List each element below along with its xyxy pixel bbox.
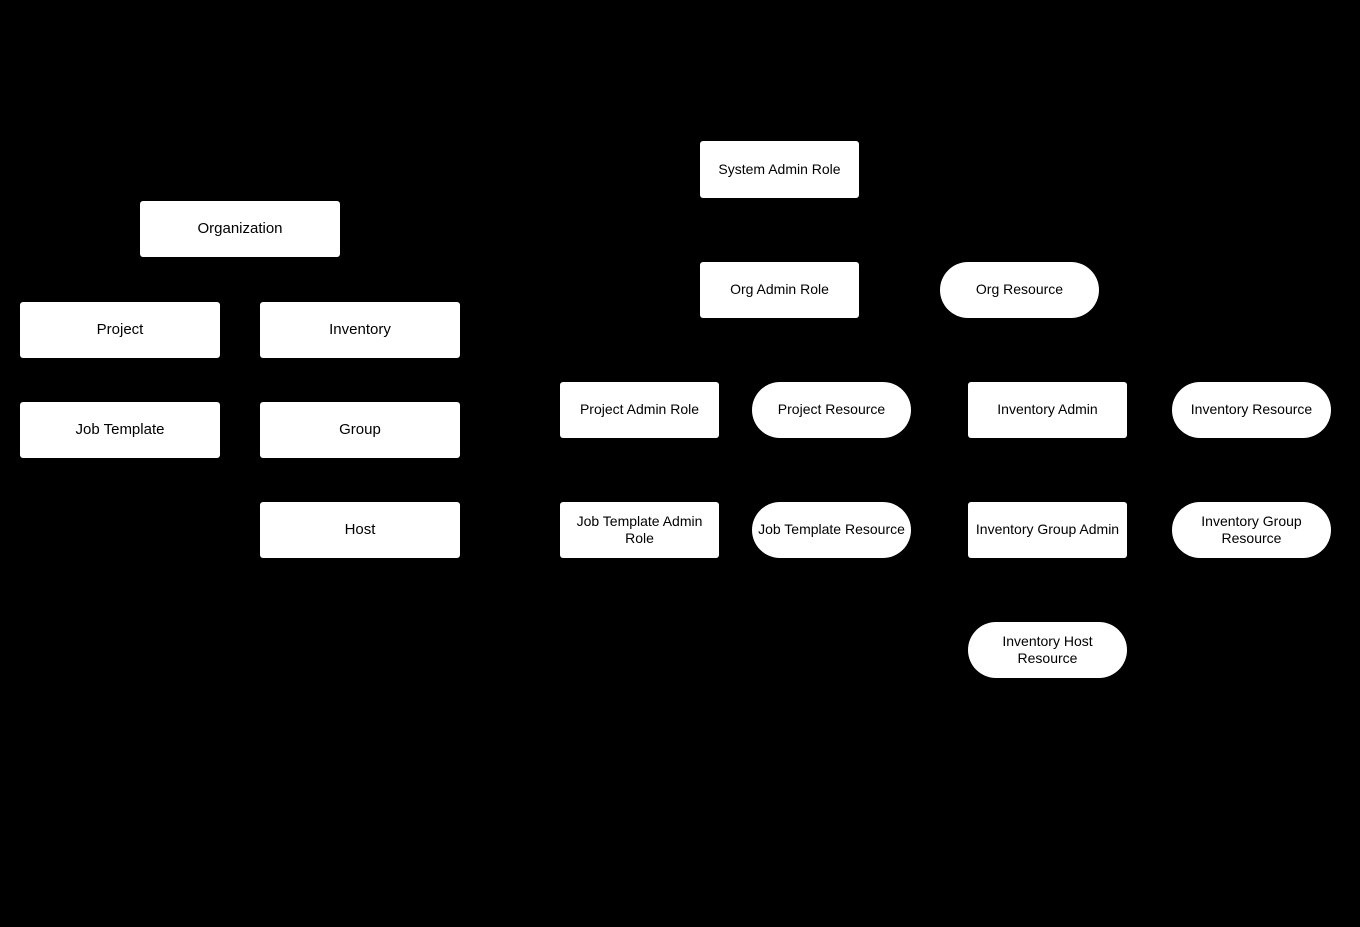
node-label: Inventory Resource	[1190, 401, 1313, 418]
node-project-resource[interactable]	[752, 382, 911, 438]
node-label: Job Template Resource	[758, 521, 905, 538]
node-label: System Admin Role	[718, 160, 841, 177]
node-org-admin-role[interactable]	[700, 262, 859, 318]
node-org-resource[interactable]	[940, 262, 1099, 318]
node-inventory[interactable]	[260, 302, 460, 358]
node-job-template[interactable]	[20, 402, 220, 458]
node-label: Host	[344, 520, 376, 538]
node-organization[interactable]	[140, 201, 340, 257]
node-label: Organization	[197, 219, 283, 237]
node-group[interactable]	[260, 402, 460, 458]
node-system-admin-role[interactable]	[700, 141, 859, 198]
node-inventory-group-admin[interactable]	[968, 502, 1127, 558]
node-label: Org Resource	[975, 281, 1064, 298]
node-project-admin-role[interactable]	[560, 382, 719, 438]
node-label: Project Resource	[777, 401, 886, 418]
node-inventory-admin[interactable]	[968, 382, 1127, 438]
node-label: Inventory Host Resource	[1002, 632, 1093, 666]
node-inventory-group-resource[interactable]	[1172, 502, 1331, 558]
node-label: Inventory Admin	[997, 401, 1098, 418]
node-host[interactable]	[260, 502, 460, 558]
node-job-template-resource[interactable]	[752, 502, 911, 558]
node-label: Inventory Group Admin	[975, 521, 1120, 538]
node-label: Inventory Group Resource	[1201, 512, 1302, 546]
node-label: Job Template	[75, 420, 165, 438]
node-label: Group	[339, 420, 381, 438]
node-job-template-admin-role[interactable]	[560, 502, 719, 558]
node-project[interactable]	[20, 302, 220, 358]
node-label: Org Admin Role	[730, 281, 829, 298]
node-label: Job Template Admin Role	[576, 512, 703, 546]
node-label: Project Admin Role	[579, 401, 700, 418]
node-label: Project	[96, 320, 144, 338]
node-inventory-resource[interactable]	[1172, 382, 1331, 438]
node-label: Inventory	[329, 320, 391, 338]
node-inventory-host-resource[interactable]	[968, 622, 1127, 678]
